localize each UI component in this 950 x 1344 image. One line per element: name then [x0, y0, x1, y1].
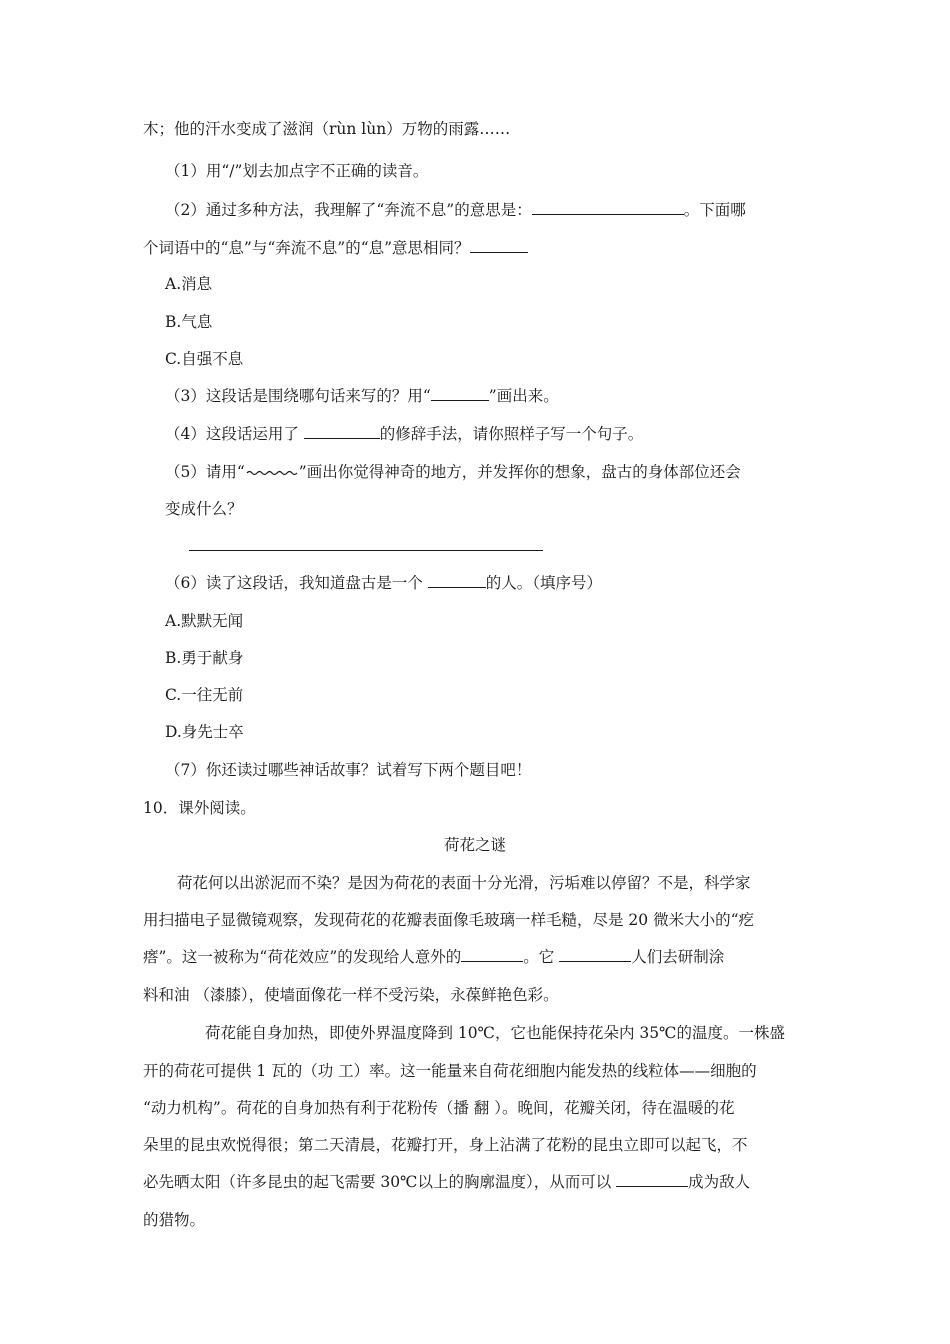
- article-paragraph-2-line-1: 荷花能自身加热，即使外界温度降到 10℃，它也能保持花朵内 35℃的温度。一株盛: [205, 1024, 785, 1042]
- article-title: 荷花之谜: [443, 836, 506, 854]
- article-text: 成为敌人: [688, 1173, 751, 1191]
- question-2-text-1: （2）通过多种方法，我理解了“奔流不息”的意思是：: [165, 201, 532, 219]
- article-paragraph-1-line-3: [143, 946, 724, 968]
- question-2-line-1: [165, 199, 746, 221]
- question-3-text-2: ”画出来。: [488, 387, 559, 405]
- article-text: 必先晒太阳（许多昆虫的起飞需要 30℃以上的胸廓温度），从而可以: [143, 1173, 617, 1191]
- question-2-text-3: 个词语中的“息”与“奔流不息”的“息”意思相同？: [143, 239, 470, 257]
- wavy-line-icon: [245, 463, 299, 477]
- question-5-line-2: 变成什么？: [165, 500, 243, 518]
- answer-line[interactable]: [189, 550, 543, 551]
- article-paragraph-2-line-2: 开的荷花可提供 1 瓦的（功 工）率。这一能量来自荷花细胞内能发热的线粒体——细胞的: [143, 1062, 757, 1080]
- article-paragraph-1-line-1: 荷花何以出淤泥而不染？是因为荷花的表面十分光滑，污垢难以停留？不是，科学家: [177, 874, 751, 892]
- question-2-text-2: 。下面哪: [683, 201, 746, 219]
- question-4-text-2: 的修辞手法，请你照样子写一个句子。: [379, 425, 644, 443]
- question-3-text-1: （3）这段话是围绕哪句话来写的？用“: [165, 387, 431, 405]
- question-5-text-2: ”画出你觉得神奇的地方，并发挥你的想象，盘古的身体部位还会: [298, 463, 741, 481]
- question-5-line-1: [165, 461, 741, 483]
- option-item: D.身先士卒: [165, 723, 244, 741]
- article-text: 瘩”。这一被称为“荷花效应”的发现给人意外的: [143, 948, 462, 966]
- article-paragraph-1-line-2: 用扫描电子显微镜观察，发现荷花的花瓣表面像毛玻璃一样毛糙，尽是 20 微米大小的“疙: [143, 911, 755, 929]
- article-paragraph-2-line-6: 的猎物。: [143, 1211, 206, 1229]
- article-paragraph-2-line-3: “动力机构”。荷花的自身加热有利于花粉传（播 翻 ）。晚间，花瓣关闭，待在温暖的花: [143, 1099, 735, 1117]
- question-2-line-2: [143, 237, 528, 259]
- option-item: A.默默无闻: [165, 612, 244, 630]
- question-6-text-2: 的人。（填序号）: [485, 574, 603, 592]
- underline-sample: [431, 385, 489, 401]
- article-paragraph-1-line-4: 料和油 （漆膝），使墙面像花一样不受污染，永葆鲜艳色彩。: [143, 986, 559, 1004]
- answer-blank[interactable]: [532, 199, 684, 215]
- question-10-heading: 10．课外阅读。: [143, 799, 256, 817]
- option-item: B.气息: [165, 313, 213, 331]
- option-item: B.勇于献身: [165, 649, 244, 667]
- answer-blank[interactable]: [428, 572, 486, 588]
- article-paragraph-2-line-4: 朵里的昆虫欢悦得很；第二天清晨，花瓣打开，身上沾满了花粉的昆虫立即可以起飞，不: [143, 1136, 748, 1154]
- article-text: 。它: [523, 948, 560, 966]
- answer-blank[interactable]: [461, 946, 523, 962]
- answer-blank[interactable]: [559, 946, 631, 962]
- passage-tail-line: 木；他的汗水变成了滋润（rùn lùn）万物的雨露……: [143, 120, 511, 138]
- question-4-text-1: （4）这段话运用了: [165, 425, 304, 443]
- question-3: [165, 385, 559, 407]
- answer-blank[interactable]: [304, 423, 380, 439]
- answer-blank[interactable]: [616, 1171, 688, 1187]
- option-item: C.一往无前: [165, 686, 244, 704]
- question-1: （1）用“/”划去加点字不正确的读音。: [165, 162, 429, 180]
- article-text: 人们去研制涂: [631, 948, 725, 966]
- question-7: （7）你还读过哪些神话故事？试着写下两个题目吧！: [165, 761, 532, 779]
- option-item: C.自强不息: [165, 350, 244, 368]
- article-paragraph-2-line-5: [143, 1171, 750, 1193]
- option-item: A.消息: [165, 275, 213, 293]
- question-6: [165, 572, 602, 594]
- question-6-text-1: （6）读了这段话，我知道盘古是一个: [165, 574, 428, 592]
- question-5-text-1: （5）请用“: [165, 463, 245, 481]
- question-4: [165, 423, 643, 445]
- answer-blank[interactable]: [470, 237, 528, 253]
